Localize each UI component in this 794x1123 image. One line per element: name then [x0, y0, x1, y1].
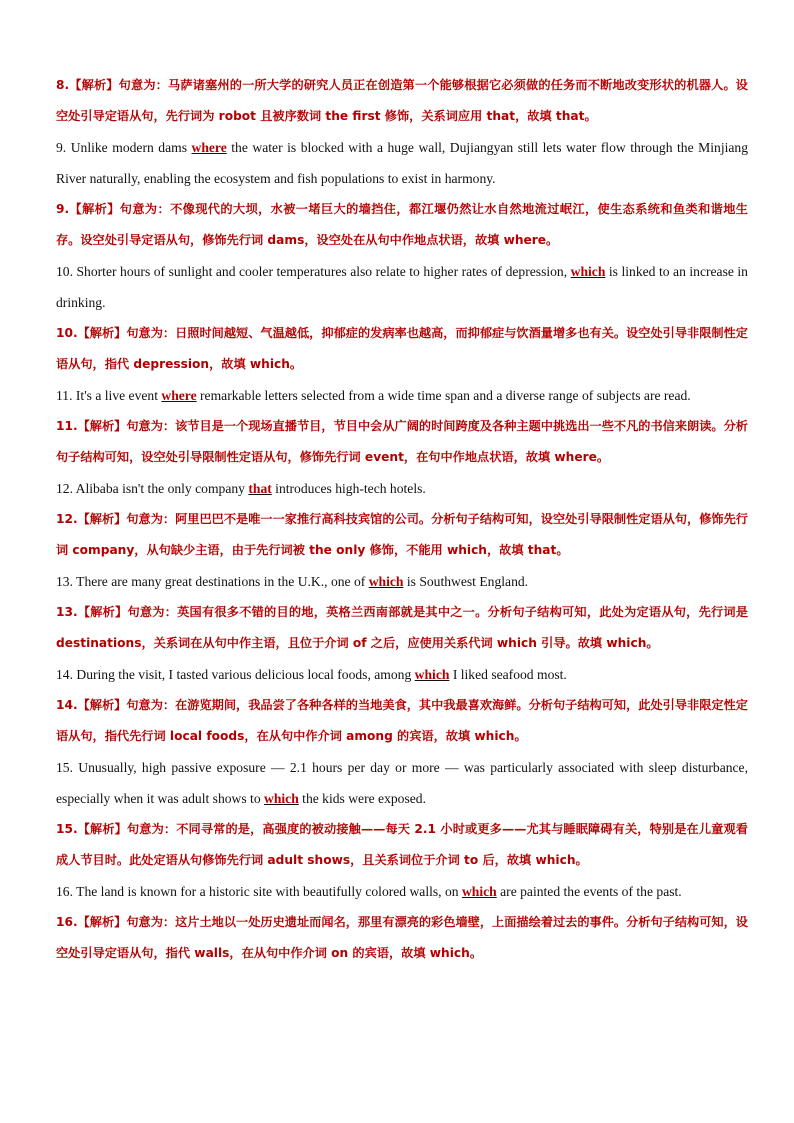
answer-blank: which	[368, 574, 404, 589]
question-9: 9. Unlike modern dams where the water is blocked with a huge wall, Dujiangyan still lets water flow through the Minjiang River naturally, enabling the ecosystem and fish populations to exist in harmony.	[56, 140, 748, 186]
analysis-12: 12.【解析】句意为：阿里巴巴不是唯一一家推行高科技宾馆的公司。分析句子结构可知，设空处引导限制性定语从句，修饰先行词 company，从句缺少主语，由于先行词被 the only 修饰，不能用 which，故填 that。	[56, 512, 748, 557]
answer-blank: which	[414, 667, 450, 682]
analysis-14: 14.【解析】句意为：在游览期间，我品尝了各种各样的当地美食，其中我最喜欢海鲜。分析句子结构可知，此处引导非限定性定语从句，指代先行词 local foods，在从句中作介词 among 的宾语，故填 which。	[56, 698, 748, 743]
analysis-11: 11.【解析】句意为：该节目是一个现场直播节目，节目中会从广阔的时间跨度及各种主题中挑选出一些不凡的书信来朗读。分析句子结构可知，设空处引导限制性定语从句，修饰先行词 event，在句中作地点状语，故填 where。	[56, 419, 748, 464]
answer-blank: that	[248, 481, 272, 496]
analysis-8: 8.【解析】句意为：马萨诸塞州的一所大学的研究人员正在创造第一个能够根据它必须做的任务而不断地改变形状的机器人。设空处引导定语从句，先行词为 robot 且被序数词 the first 修饰，关系词应用 that，故填 that。	[56, 78, 748, 123]
answer-document	[56, 70, 748, 969]
answer-blank: which	[264, 791, 299, 806]
question-12: 12. Alibaba isn't the only company that introduces high-tech hotels.	[56, 481, 426, 496]
question-10: 10. Shorter hours of sunlight and cooler temperatures also relate to higher rates of depression, which is linked to an increase in drinking.	[56, 264, 748, 310]
answer-blank: where	[161, 388, 197, 403]
question-11: 11. It's a live event where remarkable letters selected from a wide time span and a diverse range of subjects are read.	[56, 388, 691, 403]
answer-blank: where	[191, 140, 227, 155]
answer-blank: which	[570, 264, 606, 279]
analysis-16: 16.【解析】句意为：这片土地以一处历史遗址而闻名，那里有漂亮的彩色墙壁，上面描绘着过去的事件。分析句子结构可知，设空处引导定语从句，指代 walls，在从句中作介词 on 的宾语，故填 which。	[56, 915, 748, 960]
question-13: 13. There are many great destinations in the U.K., one of which is Southwest England.	[56, 574, 529, 589]
question-14: 14. During the visit, I tasted various delicious local foods, among which I liked seafood most.	[56, 667, 567, 682]
analysis-10: 10.【解析】句意为：日照时间越短、气温越低，抑郁症的发病率也越高，而抑郁症与饮酒量增多也有关。设空处引导非限制性定语从句，指代 depression，故填 which。	[56, 326, 748, 371]
analysis-13: 13.【解析】句意为：英国有很多不错的目的地，英格兰西南部就是其中之一。分析句子结构可知，此处为定语从句，先行词是 destinations，关系词在从句中作主语，且位于介词 of 之后，应使用关系代词 which 引导。故填 which。	[56, 605, 748, 650]
answer-blank: which	[461, 884, 497, 899]
analysis-15: 15.【解析】句意为：不同寻常的是，高强度的被动接触——每天 2.1 小时或更多——尤其与睡眠障碍有关，特别是在儿童观看成人节目时。此处定语从句修饰先行词 adult shows，且关系词位于介词 to 后，故填 which。	[56, 822, 748, 867]
question-15: 15. Unusually, high passive exposure — 2.1 hours per day or more — was particularly associated with sleep disturbance, especially when it was adult shows to which the kids were exposed.	[56, 760, 748, 806]
analysis-9: 9.【解析】句意为：不像现代的大坝，水被一堵巨大的墙挡住，都江堰仍然让水自然地流过岷江，使生态系统和鱼类和谐地生存。设空处引导定语从句，修饰先行词 dams，设空处在从句中作地点状语，故填 where。	[56, 202, 748, 247]
question-16: 16. The land is known for a historic site with beautifully colored walls, on which are painted the events of the past.	[56, 884, 682, 899]
